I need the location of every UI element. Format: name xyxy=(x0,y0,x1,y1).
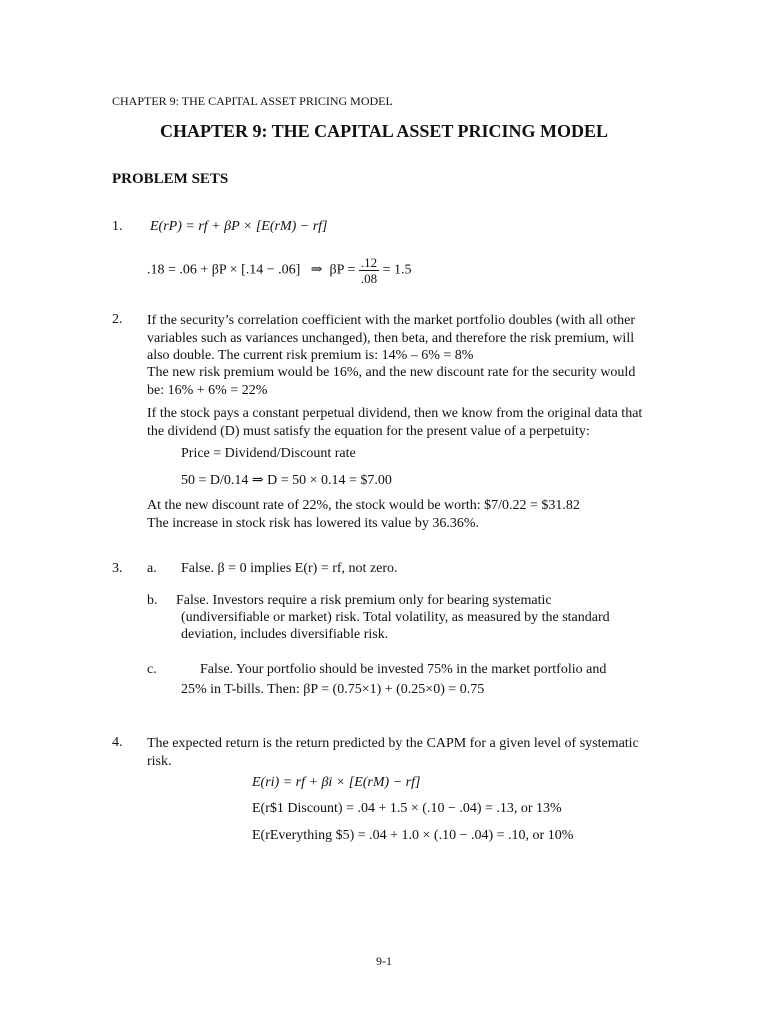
problem-4-capm-equation: E(ri) = rf + βi × [E(rM) − rf] xyxy=(252,775,421,790)
problem-2-price-equation: Price = Dividend/Discount rate xyxy=(181,446,356,461)
eq2-result: = 1.5 xyxy=(382,262,412,278)
running-header: CHAPTER 9: THE CAPITAL ASSET PRICING MODEL xyxy=(112,94,393,108)
section-heading: PROBLEM SETS xyxy=(112,171,229,187)
problem-3b-label: b. xyxy=(147,593,158,608)
problem-2-number: 2. xyxy=(112,312,123,327)
problem-1-equation-1: E(rP) = rf + βP × [E(rM) − rf] xyxy=(150,219,328,234)
fraction-denominator: .08 xyxy=(360,271,378,286)
problem-3a-text: False. β = 0 implies E(r) = rf, not zero. xyxy=(181,561,398,576)
problem-3b-line-1: False. Investors require a risk premium only for bearing systematic xyxy=(176,593,552,608)
problem-1-number: 1. xyxy=(112,219,123,234)
problem-4-paragraph-1: The expected return is the return predicted by the CAPM for a given level of systematic risk. xyxy=(147,736,639,769)
problem-2-paragraph-3: If the stock pays a constant perpetual dividend, then we know from the original data that the dividend (D) must satisfy the equation for the present value of a perpetuity: xyxy=(147,406,643,439)
problem-3c-line-2: 25% in T-bills. Then: βP = (0.75×1) + (0.25×0) = 0.75 xyxy=(181,682,485,697)
problem-2-paragraph-1: If the security’s correlation coefficient with the market portfolio doubles (with all other variables such as variances unchanged), then beta, and therefore the risk premium, will also double. The current risk premium is: 14% – 6% = 8% xyxy=(147,313,636,363)
page-number: 9-1 xyxy=(376,954,392,968)
problem-3b-line-3: deviation, includes diversifiable risk. xyxy=(181,627,389,642)
problem-4-everything-equation: E(rEverything $5) = .04 + 1.0 × (.10 − .04) = .10, or 10% xyxy=(252,828,574,843)
eq2-left: .18 = .06 + βP × [.14 − .06] xyxy=(147,262,301,278)
problem-2-paragraph-4: At the new discount rate of 22%, the stock would be worth: $7/0.22 = $31.82 xyxy=(147,498,580,513)
problem-4-discount-equation: E(r$1 Discount) = .04 + 1.5 × (.10 − .04) = .13, or 13% xyxy=(252,801,562,816)
problem-3b-line-2: (undiversifiable or market) risk. Total volatility, as measured by the standard xyxy=(181,610,610,625)
problem-3-number: 3. xyxy=(112,561,123,576)
fraction-numerator: .12 xyxy=(360,255,378,270)
problem-2-dividend-equation: 50 = D/0.14 ⇒ D = 50 × 0.14 = $7.00 xyxy=(181,473,392,488)
problem-3c-label: c. xyxy=(147,662,157,677)
problem-4-number: 4. xyxy=(112,735,123,750)
chapter-title: CHAPTER 9: THE CAPITAL ASSET PRICING MODEL xyxy=(159,121,609,141)
problem-3c-line-1: False. Your portfolio should be invested 75% in the market portfolio and xyxy=(200,662,607,677)
problem-3a-label: a. xyxy=(147,561,157,576)
beta-fraction xyxy=(359,255,379,286)
problem-1-equation-2 xyxy=(147,255,411,286)
problem-2-paragraph-2: The new risk premium would be 16%, and the new discount rate for the security would be: 16% + 6% = 22% xyxy=(147,365,636,398)
problem-2-paragraph-5: The increase in stock risk has lowered its value by 36.36%. xyxy=(147,516,480,531)
eq2-beta: βP = xyxy=(329,262,356,278)
eq2-arrow: ⇒ xyxy=(310,262,323,278)
